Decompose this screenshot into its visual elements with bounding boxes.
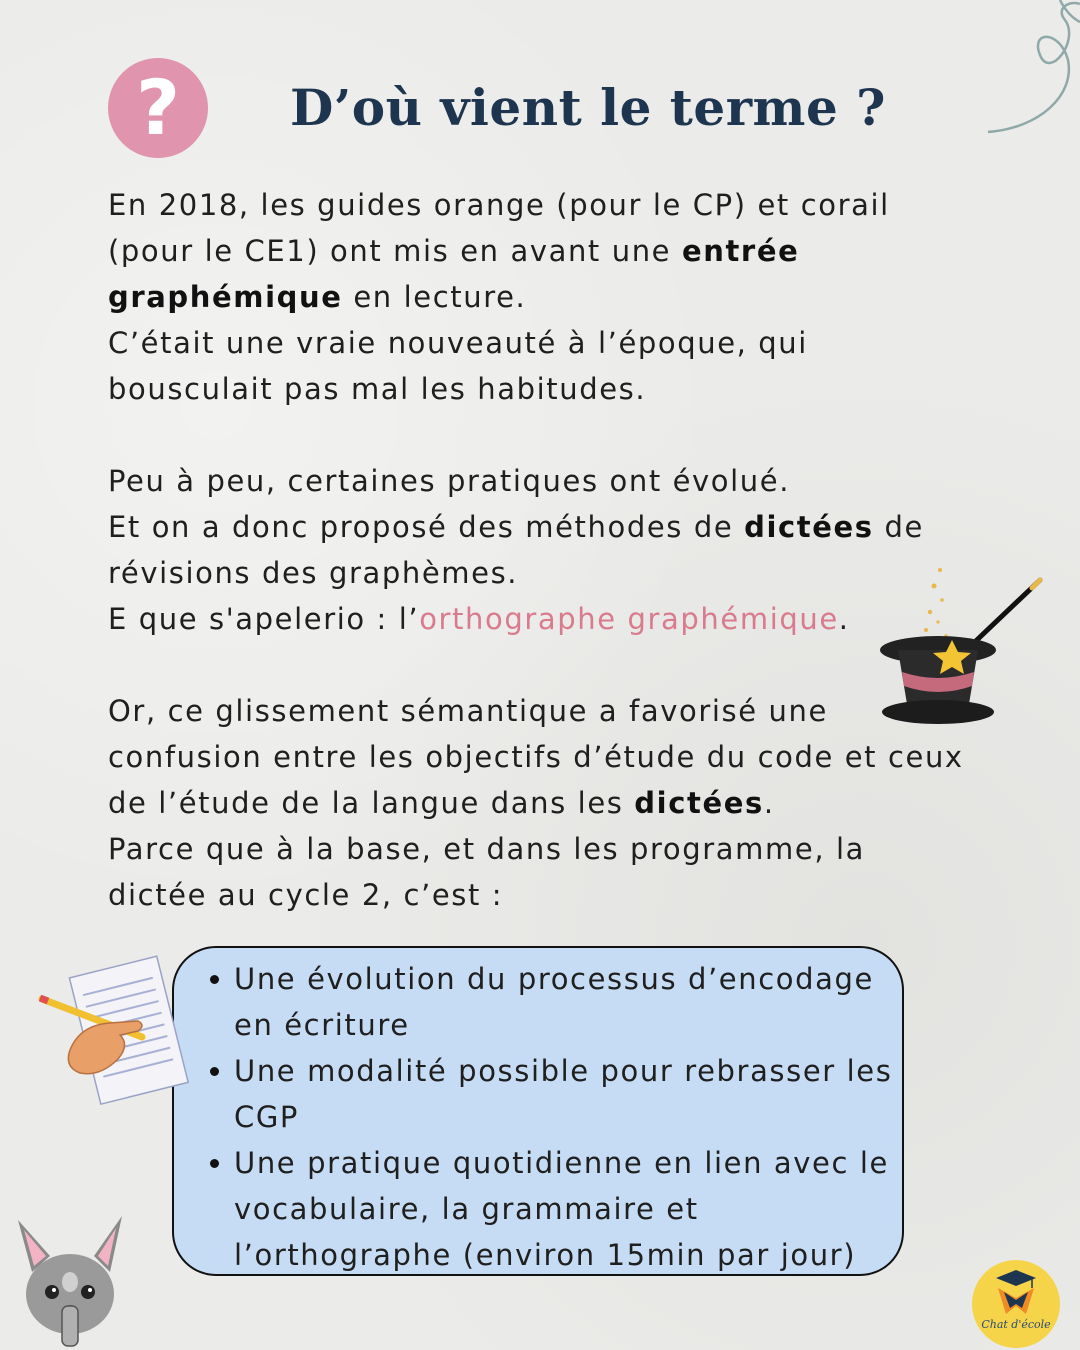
text-run: En 2018, les guides orange (pour le CP) et corail (pour le CE1) ont mis en avant une <box>108 188 890 268</box>
paragraph-1-line-2: C’était une vraie nouveauté à l’époque, qui bousculait pas mal les habitudes. <box>108 326 808 406</box>
swirl-decoration-icon <box>890 0 1080 150</box>
bold-term: dictées <box>744 510 874 544</box>
highlighted-term: orthographe graphémique <box>419 602 839 636</box>
paragraph-2-line-2 <box>108 504 968 596</box>
text-run: . <box>763 786 775 820</box>
fox-graduation-icon <box>992 1270 1040 1316</box>
text-run: . <box>838 602 850 636</box>
logo-text: Chat d'école <box>981 1318 1051 1331</box>
bold-term: entrée graphémique <box>108 234 800 314</box>
magic-hat-icon <box>872 560 1052 730</box>
bullet-list <box>174 948 902 1278</box>
text-run: Or, ce glissement sémantique a favorisé une confusion entre les objectifs d’étude du code et ceux de l’étude de la langue dans les <box>108 694 964 820</box>
definition-bubble <box>172 946 904 1276</box>
list-item: Une modalité possible pour rebrasser les CGP <box>234 1048 902 1140</box>
bold-term: dictées <box>634 786 764 820</box>
text-run: de révisions des graphèmes. <box>108 510 924 590</box>
paragraph-2-line-1: Peu à peu, certaines pratiques ont évolué. <box>108 464 791 498</box>
rabbit-shush-icon <box>10 1212 130 1347</box>
list-item: Une évolution du processus d’encodage en écriture <box>234 956 902 1048</box>
question-mark-icon <box>108 58 208 158</box>
question-mark-glyph: ? <box>135 63 181 152</box>
paragraph-3-line-2: Parce que à la base, et dans les programme, la dictée au cycle 2, c’est : <box>108 832 865 912</box>
main-text <box>108 182 968 918</box>
writing-hand-icon <box>30 955 200 1115</box>
list-item: Une pratique quotidienne en lien avec le vocabulaire, la grammaire et l’orthographe (environ 15min par jour) <box>234 1140 902 1278</box>
text-run: en lecture. <box>342 280 527 314</box>
text-run: E que s'apelerio : l’ <box>108 602 420 636</box>
paragraph-1 <box>108 182 968 320</box>
page-title: D’où vient le terme ? <box>290 78 886 137</box>
brand-logo <box>972 1260 1060 1348</box>
paragraph-3 <box>108 688 968 826</box>
text-run: Et on a donc proposé des méthodes de <box>108 510 745 544</box>
paragraph-2-line-3 <box>108 596 968 642</box>
